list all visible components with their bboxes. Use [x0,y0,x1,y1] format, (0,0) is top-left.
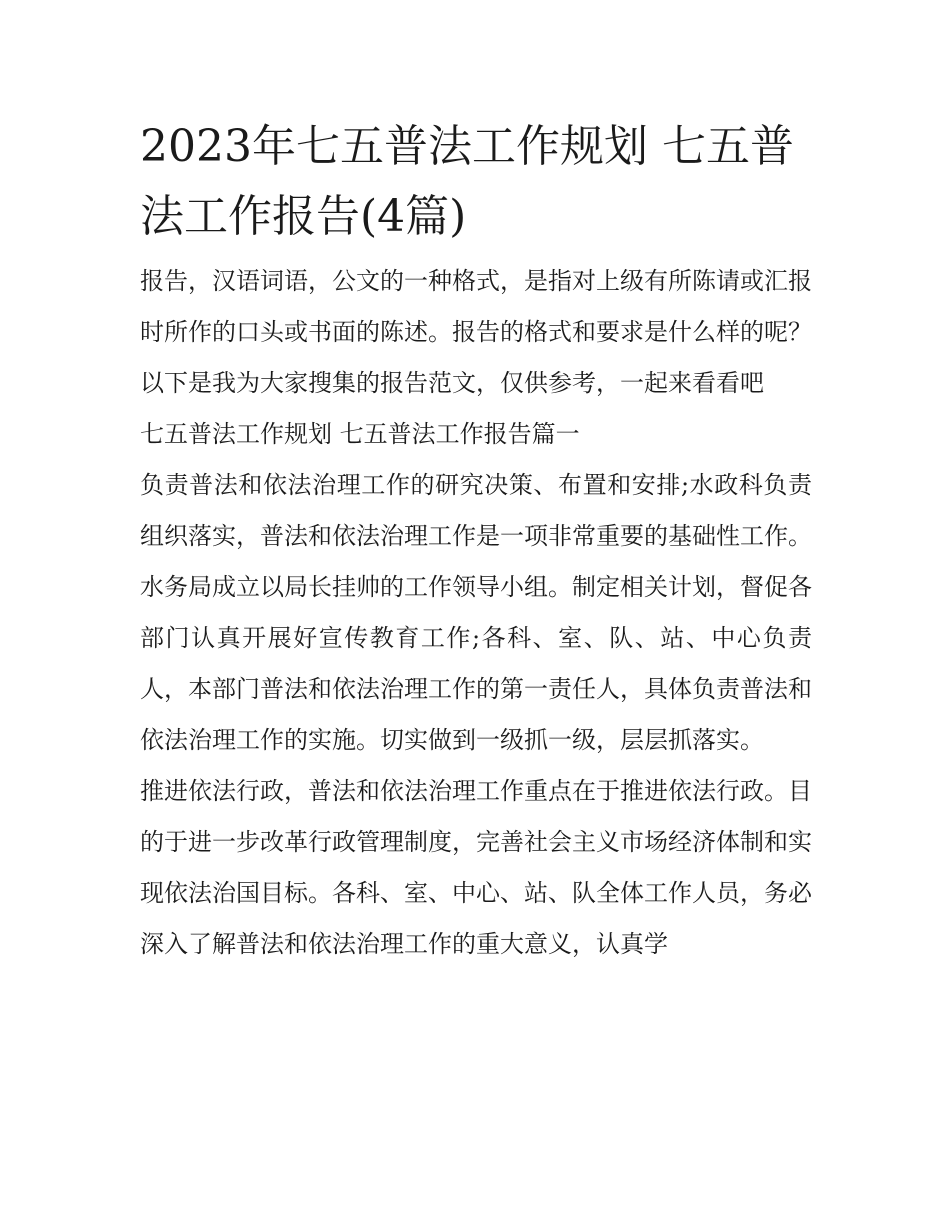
intro-paragraph: 报告，汉语词语，公文的一种格式，是指对上级有所陈请或汇报时所作的口头或书面的陈述。报告的格式和要求是什么样的呢？以下是我为大家搜集的报告范文，仅供参考，一起来看看吧 [140,267,812,397]
document-title: 2023年七五普法工作规划 七五普法工作报告(4篇) [140,121,794,242]
document-page [140,112,812,970]
section-heading: 七五普法工作规划 七五普法工作报告篇一 [140,420,580,448]
body-paragraph-2: 推进依法行政，普法和依法治理工作重点在于推进依法行政。目的于进一步改革行政管理制度，完善社会主义市场经济体制和实现依法治国目标。各科、室、中心、站、队全体工作人员，务必深入了解普法和依法治理工作的重大意义，认真学 [140,777,812,958]
body-paragraph-1: 负责普法和依法治理工作的研究决策、布置和安排;水政科负责组织落实，普法和依法治理工作是一项非常重要的基础性工作。水务局成立以局长挂帅的工作领导小组。制定相关计划，督促各部门认真开展好宣传教育工作;各科、室、队、站、中心负责人，本部门普法和依法治理工作的第一责任人，具体负责普法和依法治理工作的实施。切实做到一级抓一级，层层抓落实。 [140,471,812,754]
